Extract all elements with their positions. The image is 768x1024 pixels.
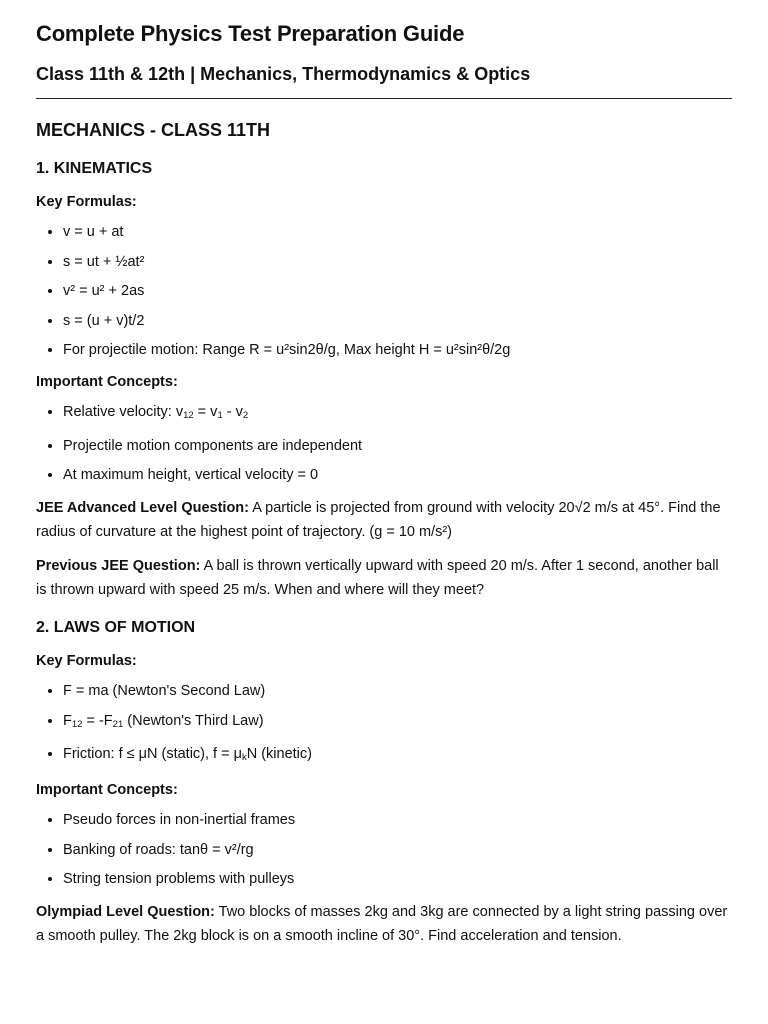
section-laws-of-motion	[36, 616, 732, 948]
formula-item: • For projectile motion: Range R = u²sin2θ/g, Max height H = u²sin²θ/2g	[63, 339, 732, 361]
title-divider	[36, 98, 732, 99]
concept-item: • Banking of roads: tanθ = v²/rg	[63, 839, 732, 861]
concepts-list	[36, 401, 732, 486]
concept-item: • String tension problems with pulleys	[63, 868, 732, 890]
jee-advanced-question: JEE Advanced Level Question: A particle is projected from ground with velocity 20√2 m/s at 45°. Find the radius of curvature at the highest point of trajectory. (g = 10 m/s²)	[36, 500, 721, 540]
key-formulas-label: Key Formulas:	[36, 653, 137, 669]
concepts-list	[36, 809, 732, 890]
formula-item: • $F_{12} = -F_{21}$ (Newton's Third Law)	[63, 710, 732, 736]
formula-item: • v² = u² + 2as	[63, 280, 732, 302]
formula-item: • F = ma (Newton's Second Law)	[63, 680, 732, 702]
formula-item: • Friction: f ≤ μN (static), $f = \mu_kN$ (kinetic)	[63, 743, 732, 769]
section-heading: 1. KINEMATICS	[36, 160, 153, 177]
key-formulas-label: Key Formulas:	[36, 194, 137, 210]
section-heading: 2. LAWS OF MOTION	[36, 619, 196, 636]
previous-jee-question: Previous JEE Question: A ball is thrown vertically upward with speed 20 m/s. After 1 second, another ball is thrown upward with speed 25 m/s. When and where will they meet?	[36, 558, 719, 598]
important-concepts-label: Important Concepts:	[36, 374, 178, 390]
olympiad-question: Olympiad Level Question: Two blocks of masses 2kg and 3kg are connected by a light string passing over a smooth pulley. The 2kg block is on a smooth incline of 30°. Find acceleration and tension.	[36, 904, 728, 944]
concept-item: • Pseudo forces in non-inertial frames	[63, 809, 732, 831]
formula-item: • v = u + at	[63, 221, 732, 243]
important-concepts-label: Important Concepts:	[36, 782, 178, 798]
concept-item: • At maximum height, vertical velocity = 0	[63, 464, 732, 486]
document-subtitle: Class 11th & 12th | Mechanics, Thermodynamics & Optics	[36, 64, 531, 84]
concept-item: • Relative velocity: $v_{12} = v_1 - v_2$	[63, 401, 732, 427]
part-heading: MECHANICS - CLASS 11TH	[36, 120, 271, 140]
document-title: Complete Physics Test Preparation Guide	[36, 21, 465, 46]
concept-item: • Projectile motion components are independent	[63, 435, 732, 457]
formula-item: • s = (u + v)t/2	[63, 310, 732, 332]
formula-item: • s = ut + ½at²	[63, 251, 732, 273]
key-formulas-list	[36, 680, 732, 769]
section-kinematics	[36, 157, 732, 602]
key-formulas-list	[36, 221, 732, 361]
